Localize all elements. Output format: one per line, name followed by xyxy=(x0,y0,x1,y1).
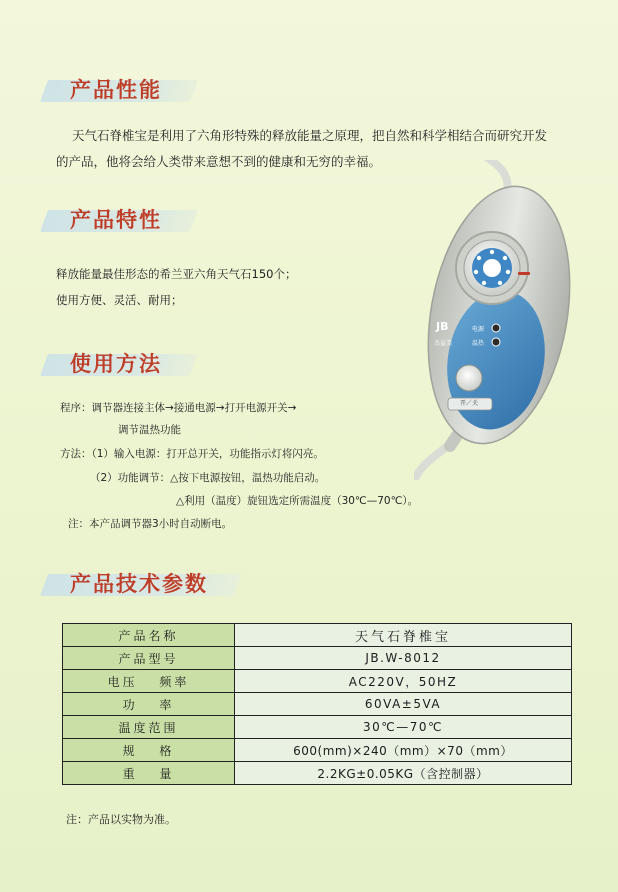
spec-value: 天气石脊椎宝 xyxy=(235,624,572,647)
device-led1-label: 电源 xyxy=(472,326,485,333)
table-row xyxy=(63,762,572,785)
heading-title: 使用方法 xyxy=(70,352,162,376)
spec-label: 重 量 xyxy=(63,762,235,785)
usage-procedure-line1: 程序：调节器连接主体→接通电源→打开电源开关→ xyxy=(60,402,297,414)
usage-method-line1: 方法：（1）输入电源：打开总开关，功能指示灯将闪亮。 xyxy=(60,448,324,460)
usage-procedure-line2: 调节温热功能 xyxy=(118,424,181,436)
spec-value: AC220V，50HZ xyxy=(235,670,572,693)
performance-text-line2: 的产品，他将会给人类带来意想不到的健康和无穷的幸福。 xyxy=(56,154,382,169)
heading-title: 产品性能 xyxy=(70,78,162,102)
spec-value: 2.2KG±0.05KG（含控制器） xyxy=(235,762,572,785)
spec-label: 功 率 xyxy=(63,693,235,716)
heading-title: 产品技术参数 xyxy=(70,572,208,596)
spec-table xyxy=(62,623,572,785)
spec-label: 电压 频率 xyxy=(63,670,235,693)
spec-label: 规 格 xyxy=(63,739,235,762)
table-row xyxy=(63,647,572,670)
spec-value: 30℃—70℃ xyxy=(235,716,572,739)
table-row xyxy=(63,693,572,716)
table-row xyxy=(63,739,572,762)
spec-value: 60VA±5VA xyxy=(235,693,572,716)
device-button-label: 开／关 xyxy=(460,400,479,407)
controller-device-image xyxy=(414,160,584,480)
section-heading-specs xyxy=(44,566,244,598)
usage-method-line3: △利用（温度）旋钮选定所需温度（30℃—70℃）。 xyxy=(176,495,419,507)
usage-method-line2: （2）功能调节：△按下电源按钮，温热功能启动。 xyxy=(90,472,326,484)
spec-label: 产品名称 xyxy=(63,624,235,647)
performance-text-line1: 天气石脊椎宝是利用了六角形特殊的释放能量之原理，把自然和科学相结合而研究开发 xyxy=(72,128,548,143)
device-led2-label: 温热 xyxy=(472,340,485,347)
section-heading-performance xyxy=(44,72,196,104)
table-row xyxy=(63,716,572,739)
specs-footnote: 注：产品以实物为准。 xyxy=(66,813,176,826)
section-heading-features xyxy=(44,202,196,234)
table-row xyxy=(63,670,572,693)
features-line1: 释放能量最佳形态的希兰亚六角天气石150个； xyxy=(56,267,297,281)
heading-title: 产品特性 xyxy=(70,208,162,232)
device-brand-text: 杰益美 xyxy=(434,340,453,347)
svg-text:JB: JB xyxy=(436,320,449,333)
table-row xyxy=(63,624,572,647)
section-heading-usage xyxy=(44,346,196,378)
spec-label: 温度范围 xyxy=(63,716,235,739)
spec-label: 产品型号 xyxy=(63,647,235,670)
usage-note: 注：本产品调节器3小时自动断电。 xyxy=(68,518,233,530)
spec-value: JB.W-8012 xyxy=(235,647,572,670)
features-line2: 使用方便、灵活、耐用； xyxy=(56,293,183,307)
spec-value: 600(mm)×240（mm）×70（mm） xyxy=(235,739,572,762)
